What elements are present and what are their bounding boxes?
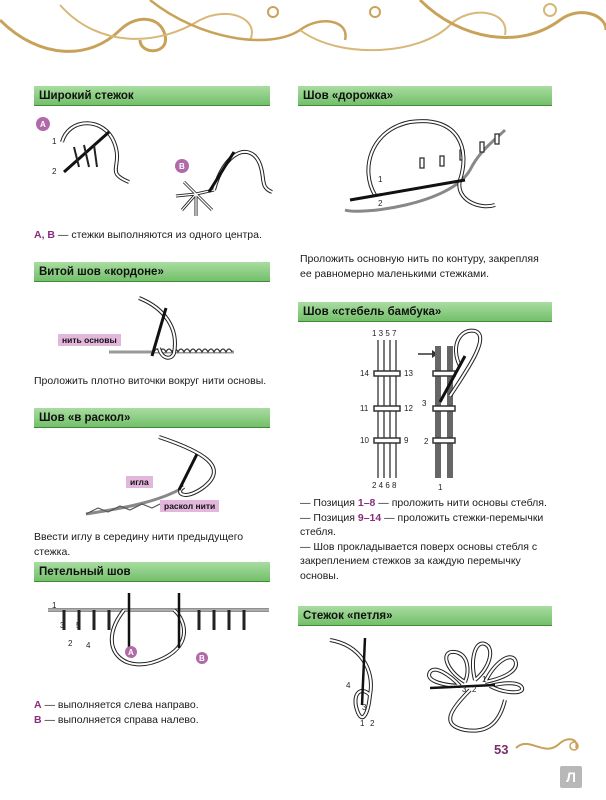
split-stitch-figure xyxy=(34,432,274,524)
top-nums: 1 3 5 7 xyxy=(372,329,397,338)
num-1: 1 xyxy=(378,175,383,184)
num-3: 3 xyxy=(60,621,65,630)
caption-letter-b: B xyxy=(34,714,42,726)
section-title: Шов «стебель бамбука» xyxy=(303,306,442,318)
num-2: 2 xyxy=(52,167,57,176)
loop-stitch-caption-a xyxy=(34,698,274,713)
num-2: 2 xyxy=(68,639,73,648)
side-num-10: 10 xyxy=(360,436,369,445)
section-title: Стежок «петля» xyxy=(303,610,393,622)
publisher-logo: Л xyxy=(560,766,582,788)
fig-label-b: B xyxy=(199,654,205,663)
section-title: Широкий стежок xyxy=(39,90,134,102)
num-right-3: 3 xyxy=(462,685,467,694)
num-1: 1 xyxy=(52,137,57,146)
caption-letters: A, B xyxy=(34,229,55,241)
tag-base-thread: нить основы xyxy=(58,334,121,346)
page-number: 53 xyxy=(494,742,509,757)
fig-label-a: A xyxy=(128,648,134,657)
side-num-14: 14 xyxy=(360,369,369,378)
twisted-stitch-figure xyxy=(34,288,274,364)
side-num-11: 11 xyxy=(360,404,369,413)
twisted-stitch-caption: Проложить плотно виточки вокруг нити основы. xyxy=(34,375,267,387)
bamboo-stitch-figure xyxy=(300,326,550,494)
num-4: 4 xyxy=(86,641,91,650)
fig-label-a: A xyxy=(40,120,46,129)
num-2: 2 xyxy=(370,719,375,728)
section-title: Витой шов «кордоне» xyxy=(39,266,164,278)
caption-letter-a: A xyxy=(34,699,42,711)
section-header-wide-stitch xyxy=(34,86,270,106)
fig-label-b: B xyxy=(179,162,185,171)
footer-ornament xyxy=(514,730,584,760)
num-3: 3 xyxy=(362,703,367,712)
right-num-1: 1 xyxy=(438,483,443,492)
section-title: Шов «дорожка» xyxy=(303,90,394,102)
num-right-2: 2 xyxy=(472,685,477,694)
side-num-13: 13 xyxy=(404,369,413,378)
num-4: 4 xyxy=(346,681,351,690)
petlya-stitch-figure xyxy=(300,630,550,734)
wide-stitch-figure xyxy=(34,112,274,224)
bottom-nums: 2 4 6 8 xyxy=(372,481,397,490)
track-stitch-caption: Проложить основную нить по контуру, закрепляя ее равномерно маленькими стежками. xyxy=(300,253,539,280)
loop-stitch-caption-b xyxy=(34,713,274,728)
bamboo-stitch-caption: — Позиция 1–8 — проложить нити основы стебля. — Позиция 9–14 — проложить стежки-перемычки стебля. — Шов прокладывается поверх основы стебля с закреплением стежков за каждую перемычку основы. xyxy=(300,497,547,582)
section-header-petlya-stitch xyxy=(298,606,552,626)
num-1: 1 xyxy=(360,719,365,728)
num-right-1: 1 xyxy=(482,675,487,684)
wide-stitch-caption xyxy=(34,228,274,243)
caption-text-a: — выполняется слева направо. xyxy=(41,699,199,711)
caption-text-b: — выполняется справа налево. xyxy=(41,714,199,726)
caption-text: — стежки выполняются из одного центра. xyxy=(55,229,262,241)
num-1: 1 xyxy=(52,601,57,610)
right-num-3: 3 xyxy=(422,399,427,408)
num-5: 5 xyxy=(76,621,81,630)
loop-stitch-figure xyxy=(34,588,274,692)
split-stitch-caption: Ввести иглу в середину нити предыдущего стежка. xyxy=(34,531,244,558)
section-header-bamboo-stitch xyxy=(298,302,552,322)
section-header-track-stitch xyxy=(298,86,552,106)
right-num-2: 2 xyxy=(424,437,429,446)
section-title: Петельный шов xyxy=(39,566,131,578)
track-stitch-figure xyxy=(300,110,550,238)
side-num-9: 9 xyxy=(404,436,409,445)
section-title: Шов «в раскол» xyxy=(39,412,131,424)
section-header-twisted-stitch xyxy=(34,262,270,282)
top-ornament xyxy=(0,0,606,70)
tag-needle: игла xyxy=(126,476,153,488)
section-header-split-stitch xyxy=(34,408,270,428)
num-2: 2 xyxy=(378,199,383,208)
section-header-loop-stitch xyxy=(34,562,270,582)
tag-thread-split: раскол нити xyxy=(160,500,219,512)
side-num-12: 12 xyxy=(404,404,413,413)
